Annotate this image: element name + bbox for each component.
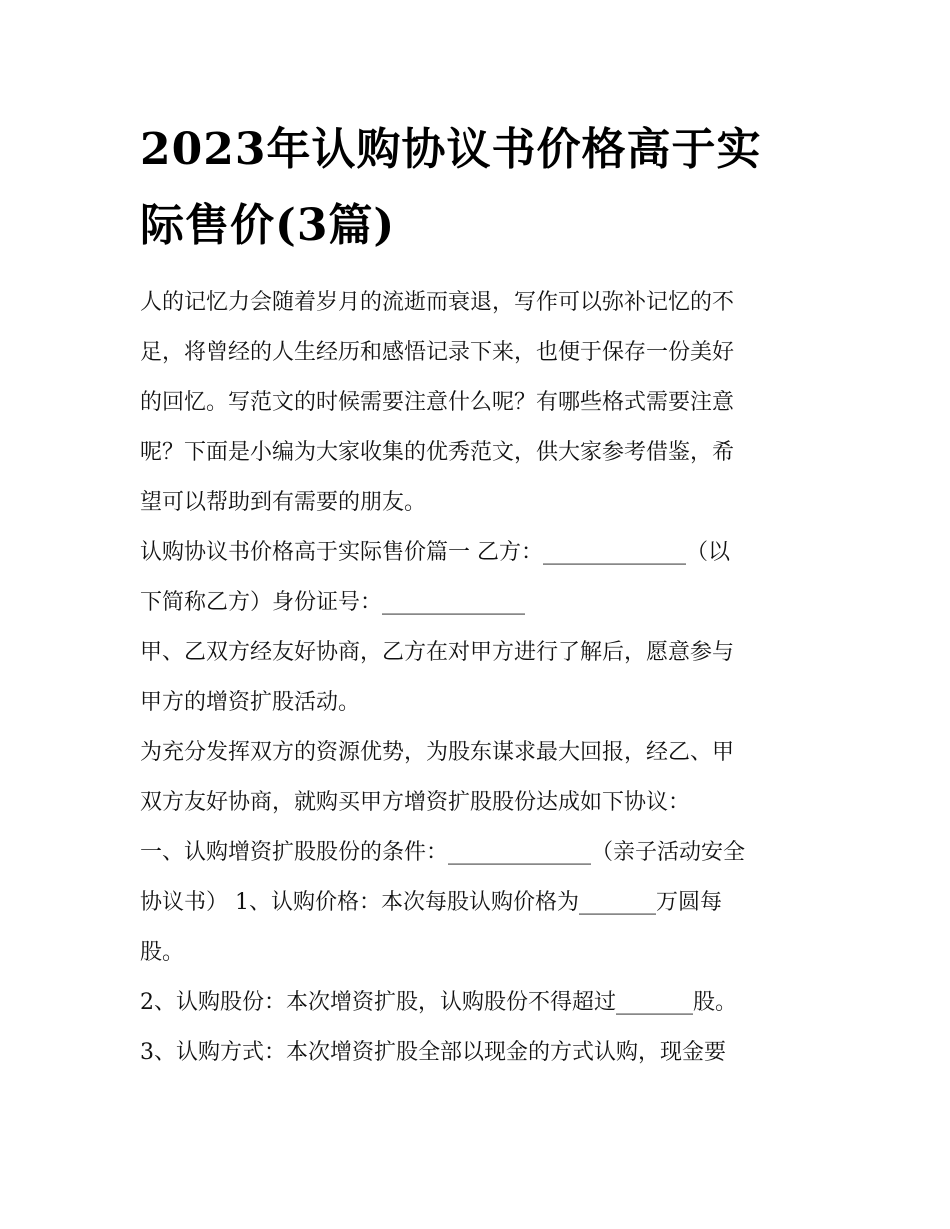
- body-line-3: 的回忆。写范文的时候需要注意什么呢？有哪些格式需要注意: [140, 390, 735, 415]
- body-line-6: 认购协议书价格高于实际售价篇一 乙方：_____________（以: [140, 540, 730, 565]
- title-line: [140, 112, 812, 188]
- document-content: [140, 112, 812, 1078]
- title-line-2: 际售价(3篇): [140, 200, 396, 251]
- body-line-1: 人的记忆力会随着岁月的流逝而衰退，写作可以弥补记忆的不: [140, 290, 735, 315]
- body-line-7: 下简称乙方）身份证号：_____________: [140, 590, 526, 615]
- document-body: [140, 278, 812, 1078]
- body-line-16: 3、认购方式：本次增资扩股全部以现金的方式认购，现金要: [140, 1040, 726, 1065]
- body-line-4: 呢？下面是小编为大家收集的优秀范文，供大家参考借鉴，希: [140, 440, 735, 465]
- body-line-5: 望可以帮助到有需要的朋友。: [140, 490, 427, 515]
- title-line-1: 2023年认购协议书价格高于实: [140, 124, 762, 175]
- body-line-2: 足，将曾经的人生经历和感悟记录下来，也便于保存一份美好: [140, 340, 735, 365]
- body-line-8: 甲、乙双方经友好协商，乙方在对甲方进行了解后，愿意参与: [140, 640, 735, 665]
- body-line-12: 一、认购增资扩股股份的条件：_____________（亲子活动安全: [140, 840, 746, 865]
- body-line-13: 协议书） 1、认购价格：本次每股认购价格为_______万圆每: [140, 890, 722, 915]
- body-line-9: 甲方的增资扩股活动。: [140, 690, 361, 715]
- title-line: [140, 188, 812, 264]
- body-line-11: 双方友好协商，就购买甲方增资扩股股份达成如下协议：: [140, 790, 691, 815]
- body-line-14: 股。: [140, 940, 185, 965]
- body-line-15: 2、认购股份：本次增资扩股，认购股份不得超过_______股。: [140, 990, 737, 1015]
- body-line-10: 为充分发挥双方的资源优势，为股东谋求最大回报，经乙、甲: [140, 740, 735, 765]
- document-title: [140, 112, 812, 264]
